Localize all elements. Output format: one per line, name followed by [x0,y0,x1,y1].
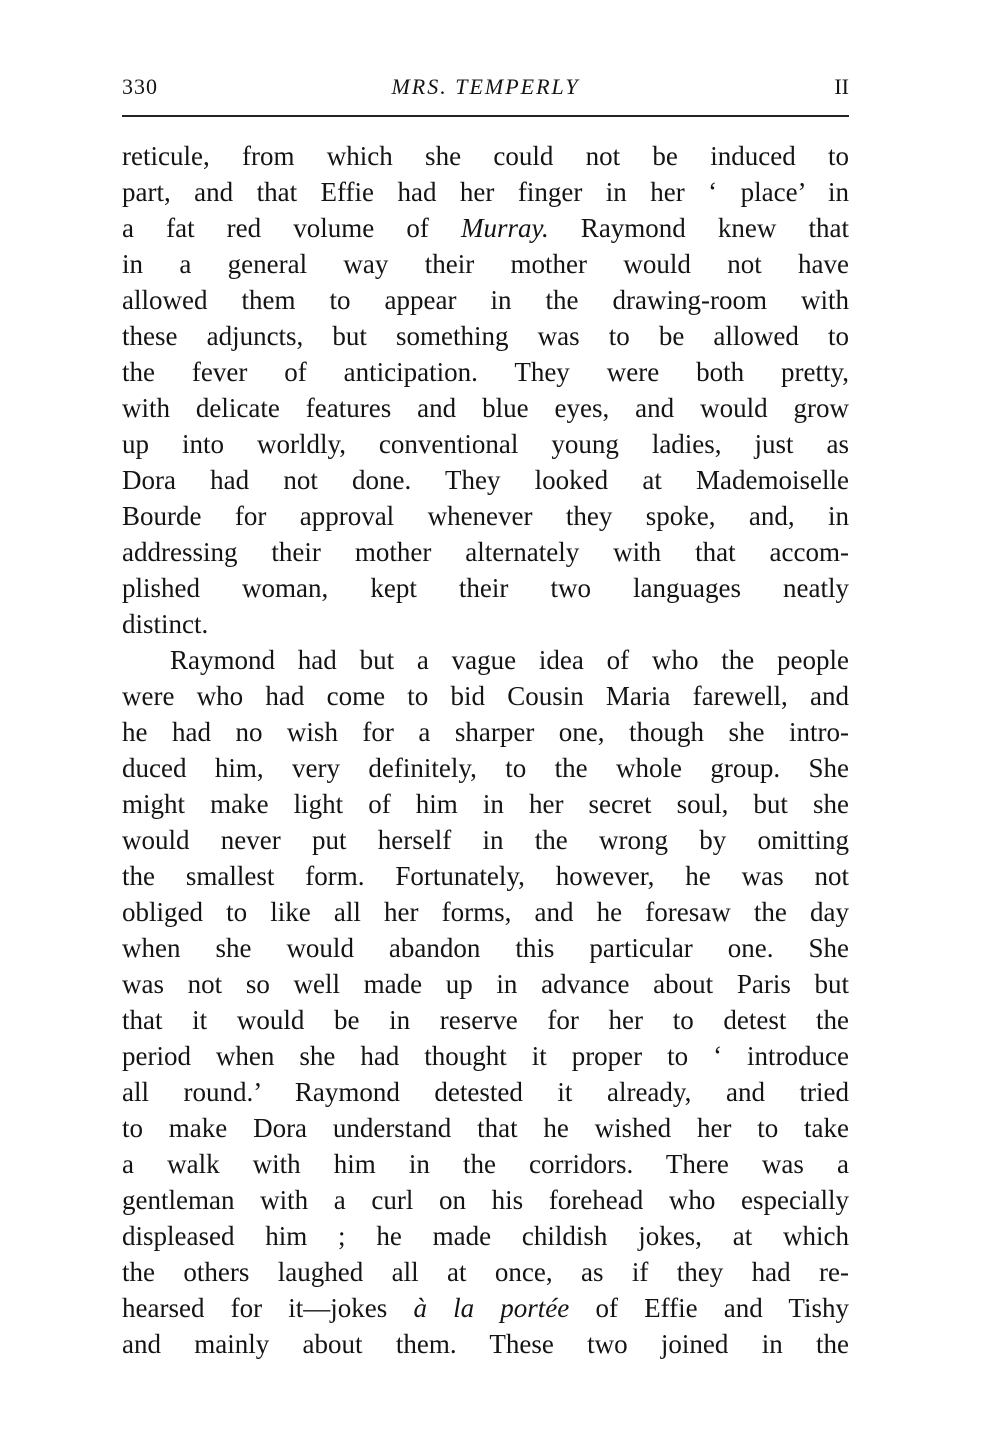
text-line: up into worldly, conventional young ladies, just as [122,429,849,459]
italic-text: Murray. [460,213,549,243]
text-line: allowed them to appear in the drawing-room with [122,285,849,315]
text-line: Bourde for approval whenever they spoke, and, in [122,501,849,531]
page-number: 330 [122,74,158,99]
text-line: and mainly about them. These two joined in the [122,1329,849,1359]
text-line: these adjuncts, but something was to be allowed to [122,321,849,351]
text-line: Dora had not done. They looked at Mademoiselle [122,465,849,495]
header-rule [122,115,849,117]
text-line: the smallest form. Fortunately, however, he was not [122,861,849,891]
text-line: period when she had thought it proper to ‘ introduce [122,1041,849,1071]
page-header [122,74,849,104]
text-line: part, and that Effie had her finger in her ‘ place’ in [122,177,849,207]
text-line: plished woman, kept their two languages neatly [122,573,849,603]
page-text [122,138,849,1362]
signature-mark: II [834,74,849,99]
text-line: a walk with him in the corridors. There was a [122,1149,849,1179]
text-line: that it would be in reserve for her to detest the [122,1005,849,1035]
text-line: duced him, very definitely, to the whole group. She [122,753,849,783]
text-segment: of Effie and Tishy [569,1293,849,1323]
text-line: distinct. [122,609,209,639]
text-line: was not so well made up in advance about Paris but [122,969,849,999]
text-line: Raymond had but a vague idea of who the people [170,645,849,675]
text-line: displeased him ; he made childish jokes, at which [122,1221,849,1251]
text-line: with delicate features and blue eyes, and would grow [122,393,849,423]
italic-text: à la portée [413,1293,570,1323]
text-line: when she would abandon this particular one. She [122,933,849,963]
running-title: MRS. TEMPERLY [391,74,580,99]
text-line: obliged to like all her forms, and he foresaw the day [122,897,849,927]
text-line: addressing their mother alternately with that accom- [122,537,849,567]
text-line: he had no wish for a sharper one, though she intro- [122,717,849,747]
text-line: would never put herself in the wrong by omitting [122,825,849,855]
text-segment: hearsed for it—jokes [122,1293,414,1323]
text-line: reticule, from which she could not be induced to [122,141,849,171]
text-line: to make Dora understand that he wished her to take [122,1113,849,1143]
text-line: were who had come to bid Cousin Maria farewell, and [122,681,849,711]
text-line [122,1290,849,1326]
text-segment: a fat red volume of [122,213,461,243]
text-line [122,210,849,246]
text-segment: Raymond knew that [548,213,849,243]
text-line: all round.’ Raymond detested it already, and tried [122,1077,849,1107]
text-line: gentleman with a curl on his forehead who especially [122,1185,849,1215]
text-line: in a general way their mother would not have [122,249,849,279]
text-line: the fever of anticipation. They were both pretty, [122,357,849,387]
text-line: might make light of him in her secret soul, but she [122,789,849,819]
text-line: the others laughed all at once, as if they had re- [122,1257,849,1287]
